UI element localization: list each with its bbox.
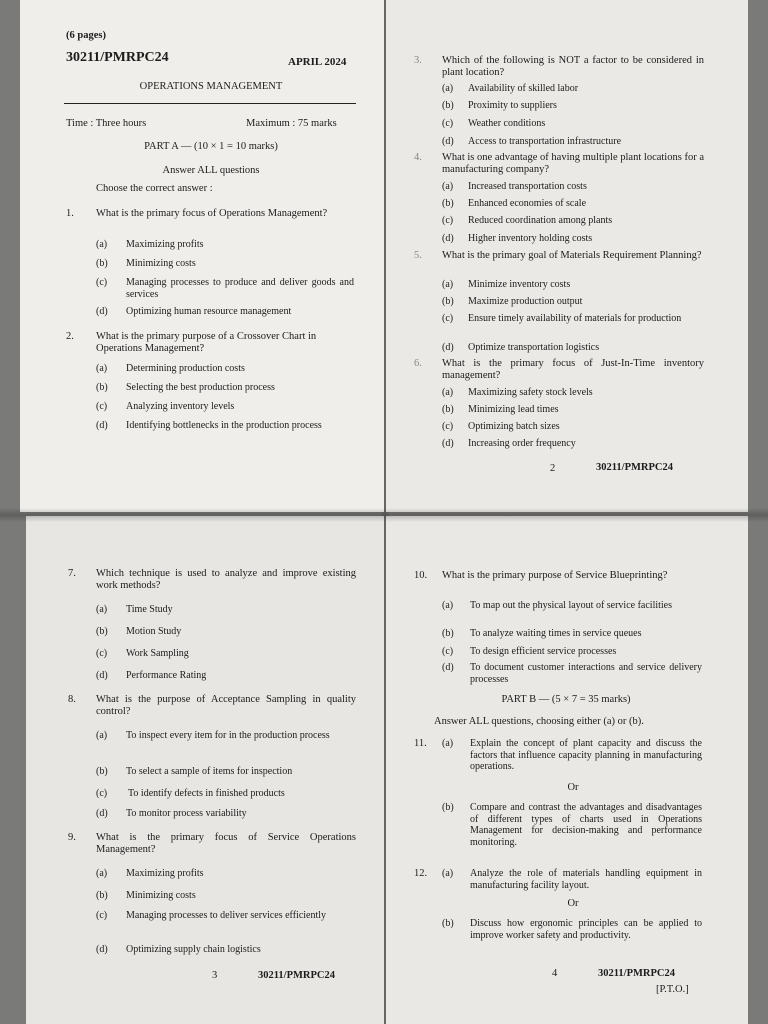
paper-code-footer: 30211/PMRPC24 [596, 462, 673, 473]
question-number: 6. [414, 358, 422, 369]
exam-date: APRIL 2024 [288, 56, 347, 68]
question-text: Which of the following is NOT a factor to be considered in plant location? [442, 55, 704, 78]
paper-code: 30211/PMRPC24 [66, 50, 169, 65]
paper-code-footer: 30211/PMRPC24 [258, 970, 335, 981]
question-number: 3. [414, 55, 422, 66]
question-number: 9. [68, 832, 76, 843]
or-separator: Or [567, 782, 579, 793]
question-text: What is the primary focus of Service Operations Management? [96, 832, 356, 855]
question-number: 2. [66, 331, 74, 342]
question-number: 7. [68, 568, 76, 579]
question-number: 11. [414, 738, 427, 749]
question-text: What is the primary focus of Just-In-Time inventory management? [442, 358, 704, 381]
question-text: What is the primary focus of Operations Management? [96, 208, 328, 219]
question-number: 10. [414, 570, 428, 581]
question-text: What is the primary purpose of a Crossover Chart in Operations Management? [96, 331, 317, 354]
question-text: What is one advantage of having multiple plant locations for a manufacturing company? [442, 152, 704, 175]
time-allowed: Time : Three hours [66, 118, 147, 129]
question-number: 5. [414, 250, 422, 261]
question-number: 8. [68, 694, 76, 705]
part-a-heading: PART A — (10 × 1 = 10 marks) [144, 141, 278, 152]
page-number: 3 [212, 970, 218, 981]
page-2: 3. Which of the following is NOT a factor to be considered in plant location? (a) Availability of skilled labor (b) Proximity to suppliers (c) Weather conditions (d) Access to transportation infrastructure 4. What is one advantage of having multiple plant locations for a manufacturing company? (a) Increased transportation costs (b) Enhanced economies of scale (c) Reduced coordination among plants (d) Higher inventory holding costs 5. What is the primary goal of Materials Requirement Planning? (a) Minimize inventory costs (b) Maximize production output (c) Ensure timely availability of materials for production (d) Optimize transportation logistics 6. What is the primary focus of Just-In-Time inventory management? (a) Maximizing safety stock levels (b) Minimizing lead times (c) Optimizing batch sizes (d) Increasing order frequency 2 30211/PMRPC24 [386, 0, 748, 512]
header-rule [64, 103, 356, 104]
question-number: 12. [414, 868, 428, 879]
answer-all-instruction: Answer ALL questions [162, 165, 260, 176]
or-separator: Or [567, 898, 579, 909]
part-b-instruction: Answer ALL questions, choosing either (a) or (b). [434, 716, 644, 727]
page-number: 2 [550, 463, 556, 474]
page-1: (6 pages) 30211/PMRPC24 APRIL 2024 OPERATIONS MANAGEMENT Time : Three hours Maximum : 75 marks PART A — (10 × 1 = 10 marks) Answer ALL questions Choose the correct answer : 1. What is the primary focus of Operations Management? (a) Maximizing profits (b) Minimizing costs (c) Managing processes to produce and deliver goods and services (d) Optimizing human resource management 2. What is the primary purpose of a Crossover Chart in Operations Management? (a) Determining production costs (b) Selecting the best production process (c) Analyzing inventory levels (d) Identifying bottlenecks in the production process [20, 0, 384, 512]
max-marks: Maximum : 75 marks [246, 118, 337, 129]
question-number: 1. [66, 208, 74, 219]
part-b-heading: PART B — (5 × 7 = 35 marks) [501, 694, 631, 705]
page-4: 10. What is the primary purpose of Service Blueprinting? (a) To map out the physical layout of service facilities (b) To analyze waiting times in service queues (c) To design efficient service processes (d) To document customer interactions and service delivery processes PART B — (5 × 7 = 35 marks) Answer ALL questions, choosing either (a) or (b). 11. (a) Explain the concept of plant capacity and discuss the factors that influence capacity planning in manufacturing operations. Or (b) Compare and contrast the advantages and disadvantages of different types of charts used in Operations Management for decision-making and performance monitoring. 12. (a) Analyze the role of materials handling equipment in manufacturing facility layout. Or (b) Discuss how ergonomic principles can be applied to improve worker safety and productivity. 4 30211/PMRPC24 [P.T.O.] [386, 516, 748, 1024]
subject-title: OPERATIONS MANAGEMENT [139, 81, 283, 92]
paper-code-footer: 30211/PMRPC24 [598, 968, 675, 979]
question-number: 4. [414, 152, 422, 163]
choose-instruction: Choose the correct answer : [96, 183, 213, 194]
question-text: What is the primary goal of Materials Requirement Planning? [442, 250, 702, 261]
page-3: 7. Which technique is used to analyze and improve existing work methods? (a) Time Study (b) Motion Study (c) Work Sampling (d) Performance Rating 8. What is the purpose of Acceptance Sampling in quality control? (a) To inspect every item for in the production process (b) To select a sample of items for inspection (c) To identify defects in finished products (d) To monitor process variability 9. What is the primary focus of Service Operations Management? (a) Maximizing profits (b) Minimizing costs (c) Managing processes to deliver services efficiently (d) Optimizing supply chain logistics 3 30211/PMRPC24 [26, 516, 384, 1024]
pto-note: [P.T.O.] [656, 984, 689, 995]
page-count: (6 pages) [66, 30, 106, 41]
question-text: What is the primary purpose of Service Blueprinting? [442, 570, 668, 581]
page-number: 4 [552, 968, 558, 979]
question-text: Which technique is used to analyze and improve existing work methods? [96, 568, 356, 591]
question-text: What is the purpose of Acceptance Sampling in quality control? [96, 694, 356, 717]
